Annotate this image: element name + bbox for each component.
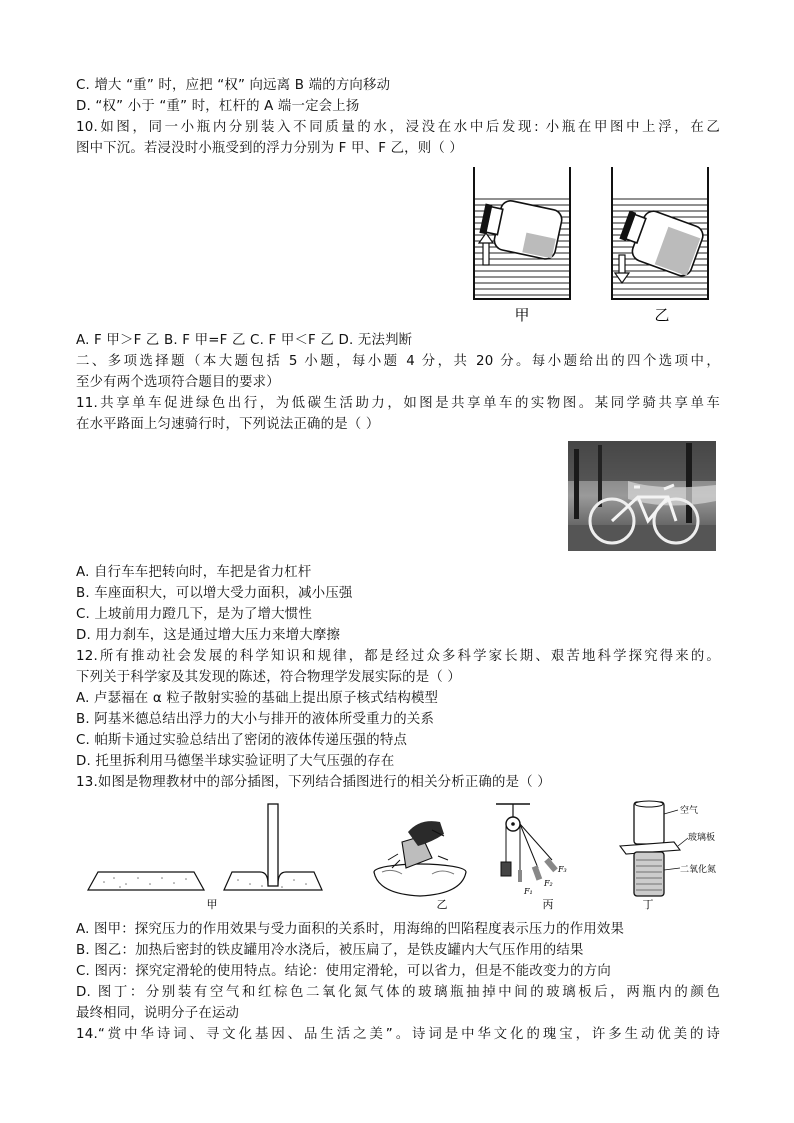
q10-stem-line1: 10.如图，同一小瓶内分别装入不同质量的水，浸没在水中后发现: 小瓶在甲图中上浮，在乙 bbox=[76, 120, 720, 135]
q10-stem-line2: 图中下沉。若浸没时小瓶受到的浮力分别为 F 甲、F 乙，则（ ） bbox=[76, 141, 463, 156]
q14-stem-line1: 14.“赏中华诗词、寻文化基因、品生活之美”。诗词是中华文化的瑰宝，许多生动优美的诗 bbox=[76, 1027, 720, 1042]
q12-option-a: A. 卢瑟福在 α 粒子散射实验的基础上提出原子核式结构模型 bbox=[76, 691, 439, 706]
q12-stem-line1: 12.所有推动社会发展的科学知识和规律，都是经过众多科学家长期、艰苦地科学探究得来的。 bbox=[76, 649, 720, 664]
figure-bing-pulley bbox=[496, 804, 567, 911]
q13-option-a: A. 图甲：探究压力的作用效果与受力面积的关系时，用海绵的凹陷程度表示压力的作用效果 bbox=[76, 922, 625, 937]
q12-stem-line2: 下列关于科学家及其发现的陈述，符合物理学发展实际的是（ ） bbox=[76, 670, 461, 685]
q11-stem-line2: 在水平路面上匀速骑行时，下列说法正确的是（ ） bbox=[76, 417, 380, 432]
label-jia-13: 甲 bbox=[206, 898, 218, 911]
beaker-jia bbox=[474, 167, 570, 324]
beaker-yi bbox=[612, 167, 708, 324]
q11-option-b: B. 车座面积大，可以增大受力面积，减小压强 bbox=[76, 586, 353, 601]
q13-option-b: B. 图乙：加热后密封的铁皮罐用冷水浇后，被压扁了，是铁皮罐内大气压作用的结果 bbox=[76, 943, 584, 958]
label-bing-13: 丙 bbox=[542, 898, 554, 911]
q10-options: A. F 甲＞F 乙 B. F 甲=F 乙 C. F 甲＜F 乙 D. 无法判断 bbox=[76, 333, 413, 348]
q13-figures bbox=[82, 798, 724, 912]
label-jia: 甲 bbox=[514, 306, 530, 324]
q11-option-c: C. 上坡前用力蹬几下，是为了增大惯性 bbox=[76, 607, 312, 622]
label-f3: F₃ bbox=[558, 865, 567, 874]
label-f2: F₂ bbox=[544, 879, 553, 888]
label-glass-plate: 玻璃板 bbox=[688, 833, 716, 843]
label-air: 空气 bbox=[680, 806, 699, 816]
label-no2: 二氧化氮 bbox=[680, 865, 717, 875]
q13-option-c: C. 图丙：探究定滑轮的使用特点。结论：使用定滑轮，可以省力，但是不能改变力的方向 bbox=[76, 964, 611, 979]
section2-header-line2: 至少有两个选项符合题目的要求） bbox=[76, 375, 280, 390]
q12-option-d: D. 托里拆利用马德堡半球实验证明了大气压强的存在 bbox=[76, 754, 395, 769]
bicycle-photo bbox=[568, 441, 716, 551]
q11-option-d: D. 用力刹车，这是通过增大压力来增大摩擦 bbox=[76, 628, 341, 643]
q12-option-b: B. 阿基米德总结出浮力的大小与排开的液体所受重力的关系 bbox=[76, 712, 435, 727]
figure-yi-can bbox=[374, 821, 466, 911]
label-ding-13: 丁 bbox=[642, 898, 654, 911]
q11-stem-line1: 11.共享单车促进绿色出行，为低碳生活助力，如图是共享单车的实物图。某同学骑共享单车 bbox=[76, 396, 720, 411]
q13-option-d-line2: 最终相同，说明分子在运动 bbox=[76, 1006, 240, 1021]
figure-ding-diffusion bbox=[620, 801, 716, 911]
q12-option-c: C. 帕斯卡通过实验总结出了密闭的液体传递压强的特点 bbox=[76, 733, 408, 748]
label-yi-13: 乙 bbox=[436, 898, 448, 911]
q10-figure bbox=[466, 165, 722, 327]
option-c-line: C. 增大 “重” 时，应把 “权” 向远离 B 端的方向移动 bbox=[76, 78, 391, 93]
q13-stem: 13.如图是物理教材中的部分插图，下列结合插图进行的相关分析正确的是（ ） bbox=[76, 775, 551, 790]
figure-jia-sponge bbox=[88, 804, 322, 911]
label-f1: F₁ bbox=[524, 887, 533, 896]
section2-header-line1: 二、多项选择题（本大题包括 5 小题，每小题 4 分，共 20 分。每小题给出的四个选项中， bbox=[76, 354, 720, 369]
q11-option-a: A. 自行车车把转向时，车把是省力杠杆 bbox=[76, 565, 312, 580]
option-d-line: D. “权” 小于 “重” 时，杠杆的 A 端一定会上扬 bbox=[76, 99, 360, 114]
q13-option-d-line1: D. 图丁：分别装有空气和红棕色二氧化氮气体的玻璃瓶抽掉中间的玻璃板后，两瓶内的颜色 bbox=[76, 985, 720, 1000]
arrow-up-icon bbox=[479, 233, 493, 265]
label-yi: 乙 bbox=[654, 306, 670, 324]
